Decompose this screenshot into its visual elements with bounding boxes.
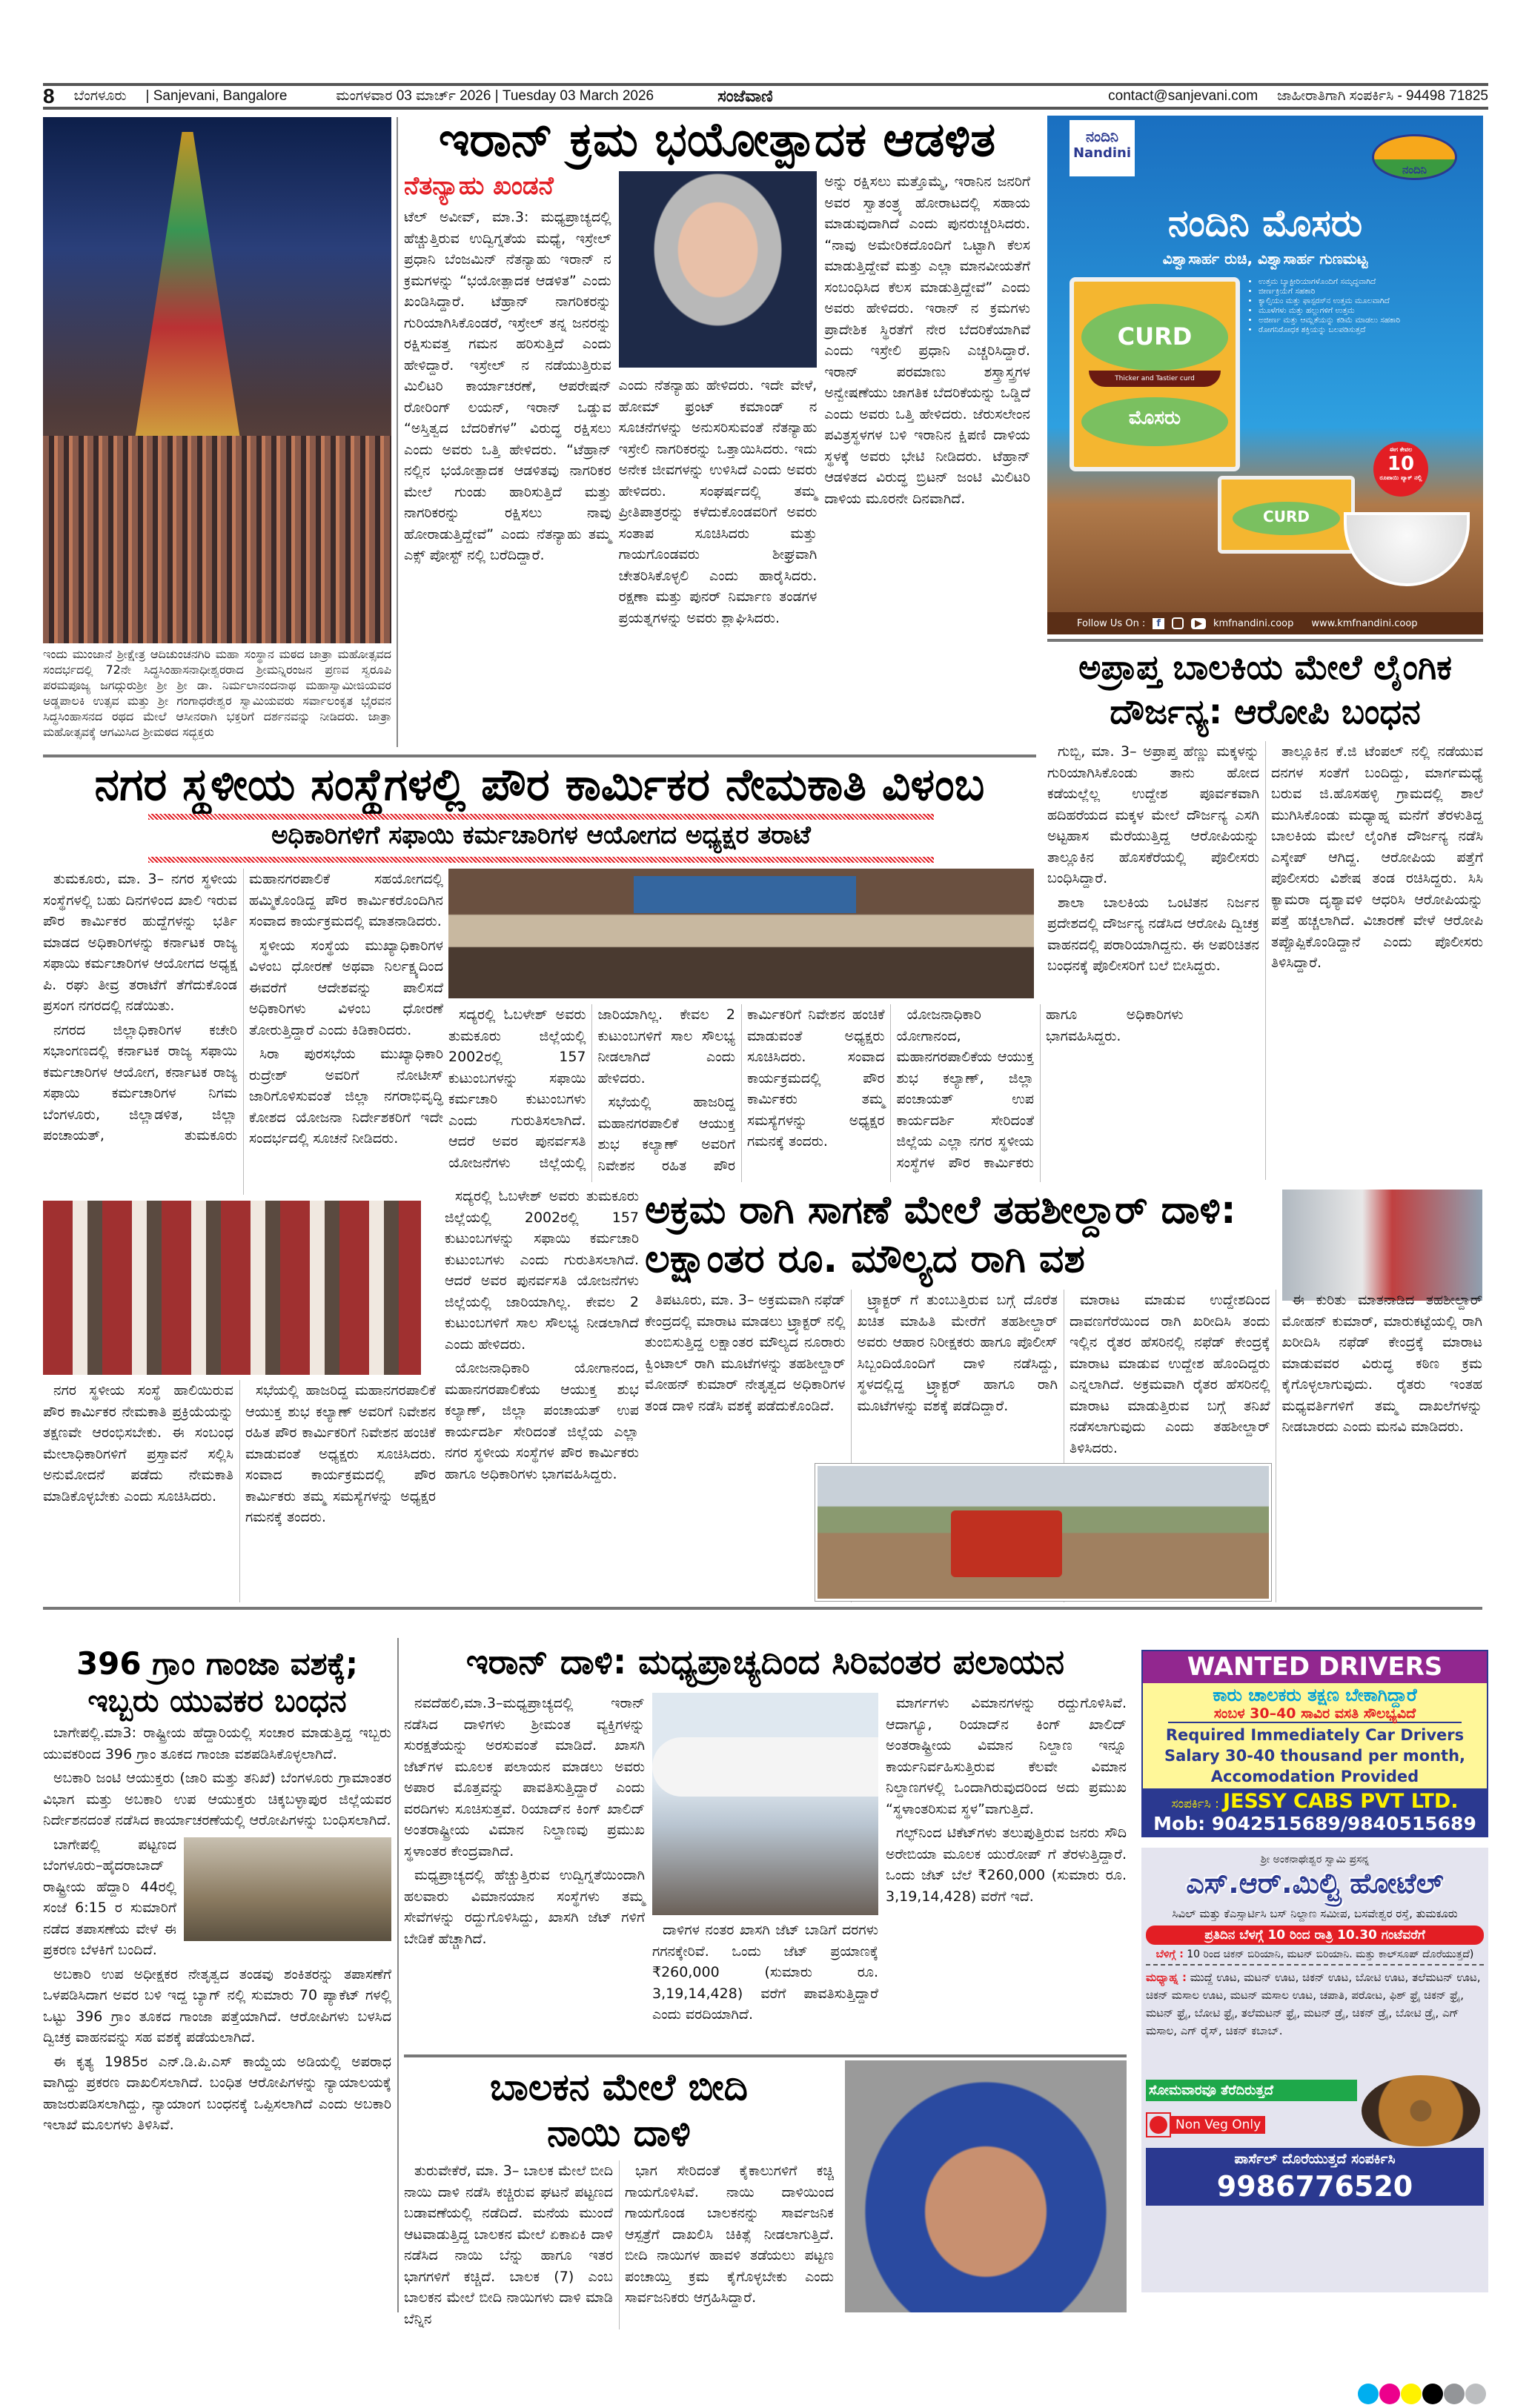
paragraph: ಸದ್ಯರಲ್ಲಿ ಓಬಳೇಶ್ ಅವರು ತುಮಕೂರು ಜಿಲ್ಲೆಯಲ್ಲಿ 2002ರಲ್ಲಿ 157 ಕುಟುಂಬಗಳನ್ನು ಸಫಾಯಿ ಕರ್ಮಚಾರಿ ಕುಟುಂಬಗಳು ಎಂದು ಗುರುತಿಸಲಾಗಿದೆ. ಆದರೆ ಅವರ ಪುನರ್ವಸತಿ ಯೋಜನೆಗಳು ಜಿಲ್ಲೆಯಲ್ಲಿ ಜಾರಿಯಾಗಿಲ್ಲ. ಕೇವಲ 2 ಕುಟುಂಬಗಳಿಗೆ ಸಾಲ ಸೌಲಭ್ಯ ನೀಡಲಾಗಿದೆ ಎಂದು ಹೇಳಿದರು. xyxy=(445,1188,639,1353)
badge-top: ಈಗ ಕೇವಲ xyxy=(1389,446,1413,453)
ganja-story xyxy=(43,1645,391,2314)
dog-attack-article xyxy=(404,2160,834,2327)
email-link[interactable]: contact@sanjevani.com xyxy=(1108,88,1259,104)
wanted-drivers-ad[interactable] xyxy=(1141,1650,1488,1837)
military-hotel-ad[interactable] xyxy=(1141,1848,1488,2292)
iran-article-col3: ಅನ್ನು ರಕ್ಷಿಸಲು ಮತ್ತೊಮ್ಮೆ, ಇರಾನಿನ ಜನರಿಗೆ ಅವರ ಸ್ವಾತಂತ್ರ್ಯ ಹೋರಾಟದಲ್ಲಿ ಸಹಾಯ ಮಾಡುವುದಾಗಿದೆ ಎಂದು ಪುನರುಚ್ಚರಿಸಿದರು. “ನಾವು ಅಮೇರಿಕದೊಂದಿಗೆ ಒಟ್ಟಾಗಿ ಕೆಲಸ ಮಾಡುತ್ತಿದ್ದೇವೆ ಮತ್ತು ಎಲ್ಲಾ ಮಾನವೀಯತೆಗೆ ಸಂಬಂಧಿಸಿದ ಕೆಲಸ ಮಾಡುತ್ತಿದ್ದೇವೆ” ಎಂದು ಅವರು ಹೇಳಿದರು. ಇರಾನ್ ನ ಕ್ರಮಗಳು ಪ್ರಾದೇಶಿಕ ಸ್ಥಿರತೆಗೆ ನೇರ ಬೆದರಿಕೆಯಾಗಿವೆ ಎಂದು ಇಸ್ರೇಲಿ ಪ್ರಧಾನಿ ಎಚ್ಚರಿಸಿದ್ದಾರೆ. ಇರಾನ್ ಪರಮಾಣು ಶಸ್ತ್ರಾಸ್ತ್ರಗಳ ಅನ್ವೇಷಣೆಯು ಜಾಗತಿಕ ಬೆದರಿಕೆಯನ್ನು ಒಡ್ಡಿದೆ ಎಂದು ಅವರು ಒತ್ತಿ ಹೇಳಿದರು. ಜೆರುಸಲೇಂನ ಪವಿತ್ರಸ್ಥಳಗಳ ಬಳಿ ಇರಾನಿನ ಕ್ಷಿಪಣಿ ದಾಳಿಯ ಸ್ಥಳಕ್ಕೆ ಅವರು ಭೇಟಿ ನೀಡಿದರು. ಟೆಹ್ರಾನ್ ಆಡಳಿತದ ವಿರುದ್ಧ ಬ್ರಿಟನ್ ಜಂಟಿ ಮಿಲಿಟರಿ ದಾಳಿಯ ಮೂರನೇ ದಿನವಾಗಿದೆ. xyxy=(824,173,1030,507)
parcel-label: ಪಾರ್ಸೆಲ್ ದೊರೆಯುತ್ತದೆ ಸಂಪರ್ಕಿಸಿ xyxy=(1234,2151,1396,2167)
commission-meeting-photo xyxy=(448,869,1034,998)
paragraph: ತಿಪಟೂರು, ಮಾ. 3– ಅಕ್ರಮವಾಗಿ ನಫೆಡ್ ಕೇಂದ್ರದಲ್ಲಿ ಮಾರಾಟ ಮಾಡಲು ಟ್ರ್ಯಾಕ್ಟರ್ ನಲ್ಲಿ ತುಂಬಿಸುತ್ತಿದ್ದ ಲಕ್ಷಾಂತರ ಮೌಲ್ಯದ ನೂರಾರು ಕ್ವಿಂಟಾಲ್ ರಾಗಿ ಮೂಟೆಗಳನ್ನು ತಹಶೀಲ್ದಾರ್ ಮೋಹನ್ ಕುಮಾರ್ ನೇತೃತ್ವದ ಅಧಿಕಾರಿಗಳ ತಂಡ ದಾಳಿ ನಡೆಸಿ ವಶಕ್ಕೆ ಪಡೆದುಕೊಂಡಿದೆ. xyxy=(645,1292,846,1414)
paragraph: ಭಾಗ ಸೇರಿದಂತೆ ಕೈಕಾಲುಗಳಿಗೆ ಕಚ್ಚಿ ಗಾಯಗೊಳಿಸಿವೆ. ನಾಯಿ ದಾಳಿಯಿಂದ ಗಾಯಗೊಂಡ ಬಾಲಕನನ್ನು ಸಾರ್ವಜನಿಕ ಆಸ್ಪತ್ರೆಗೆ ದಾಖಲಿಸಿ ಚಿಕಿತ್ಸೆ ನೀಡಲಾಗುತ್ತಿದೆ. ಬೀದಿ ನಾಯಿಗಳ ಹಾವಳಿ ತಡೆಯಲು ಪಟ್ಟಣ ಪಂಚಾಯ್ತಿ ಕ್ರಮ ಕೈಗೊಳ್ಳಬೇಕು ಎಂದು ಸಾರ್ವಜನಿಕರು ಆಗ್ರಹಿಸಿದ್ದಾರೆ. xyxy=(625,2163,834,2306)
ad-footer xyxy=(1047,612,1483,634)
pack-curd-label: CURD xyxy=(1081,304,1228,371)
non-veg-badge xyxy=(1146,2112,1265,2137)
iran-article-col1: ಟೆಲ್ ಅವೀವ್, ಮಾ.3: ಮಧ್ಯಪ್ರಾಚ್ಯದಲ್ಲಿ ಹೆಚ್ಚುತ್ತಿರುವ ಉದ್ವಿಗ್ನತೆಯ ಮಧ್ಯೆ, ಇಸ್ರೇಲ್ ಪ್ರಧಾನಿ ಬೆಂಜಮಿನ್ ನೆತನ್ಯಾಹು ಇರಾನ್ ನ ಕ್ರಮಗಳನ್ನು “ಭಯೋತ್ಪಾದಕ ಆಡಳಿತ” ಎಂದು ಖಂಡಿಸಿದ್ದಾರೆ. ಟೆಹ್ರಾನ್ ನಾಗರಿಕರನ್ನು ಗುರಿಯಾಗಿಸಿಕೊಂಡರೆ, ಇಸ್ರೇಲ್ ತನ್ನ ಜನರನ್ನು ರಕ್ಷಿಸುವತ್ತ ಗಮನ ಹರಿಸುತ್ತಿದೆ ಎಂದು ಹೇಳಿದ್ದಾರೆ. ಇಸ್ರೇಲ್ ನ ನಡೆಯುತ್ತಿರುವ ಮಿಲಿಟರಿ ಕಾರ್ಯಾಚರಣೆ, ಆಪರೇಷನ್ ರೋರಿಂಗ್ ಲಯನ್, ಇರಾನ್ ಒಡ್ಡುವ “ಅಸ್ತಿತ್ವದ ಬೆದರಿಕೆಗಳ” ವಿರುದ್ಧ ರಕ್ಷಿಸಲು ಎಂದು ಅವರು ಒತ್ತಿ ಹೇಳಿದರು. “ಟೆಹ್ರಾನ್ ನಲ್ಲಿನ ಭಯೋತ್ಪಾದಕ ಆಡಳಿತವು ನಾಗರಿಕರ ಮೇಲೆ ಗುಂಡು ಹಾರಿಸುತ್ತಿದೆ ಮತ್ತು ನಾಗರಿಕರನ್ನು ರಕ್ಷಿಸಲು ನಾವು ಹೋರಾಡುತ್ತಿದ್ದೇವೆ” ಎಂದು ನೆತನ್ಯಾಹು ತಮ್ಮ ಎಕ್ಸ್ ಪೋಸ್ಟ್ ನಲ್ಲಿ ಬರೆದಿದ್ದಾರೆ. xyxy=(404,209,611,564)
exodus-headline: ಇರಾನ್ ದಾಳಿ: ಮಧ್ಯಪ್ರಾಚ್ಯದಿಂದ ಸಿರಿವಂತರ ಪಲಾಯನ xyxy=(465,1642,1065,1682)
edition: | Sanjevani, Bangalore xyxy=(145,88,288,104)
civic-subhead: ಅಧಿಕಾರಿಗಳಿಗೆ ಸಫಾಯಿ ಕರ್ಮಚಾರಿಗಳ ಆಯೋಗದ ಅಧ್ಯಕ್ಷರ ತರಾಟೆ xyxy=(271,820,811,850)
paragraph: ದಾಳಿಗಳ ನಂತರ ಖಾಸಗಿ ಜೆಟ್ ಬಾಡಿಗೆ ದರಗಳು ಗಗನಕ್ಕೇರಿವೆ. ಒಂದು ಜೆಟ್ ಪ್ರಯಾಣಕ್ಕೆ ₹260,000 (ಸುಮಾರು ರೂ. 3,19,14,428) ವರೆಗೆ ಪಾವತಿಸುತ್ತಿದ್ದಾರೆ ಎಂದು ವರದಿಯಾಗಿದೆ. xyxy=(652,1922,878,2023)
classified-ads-column xyxy=(1141,1650,1488,2292)
injured-boy-photo xyxy=(845,2060,1127,2312)
yellow-dot xyxy=(1401,2384,1422,2404)
civic-article-left xyxy=(43,869,443,1195)
paragraph: ನಗರ ಸ್ಥಳೀಯ ಸಂಸ್ಥೆ ಹಾಲಿಯಿರುವ ಪೌರ ಕಾರ್ಮಿಕರ ನೇಮಕಾತಿ ಪ್ರಕ್ರಿಯೆಯನ್ನು ತಕ್ಷಣವೇ ಆರಂಭಿಸಬೇಕು. ಈ ಸಂಬಂಧ ಮೇಲಾಧಿಕಾರಿಗಳಿಗೆ ಪ್ರಸ್ತಾವನೆ ಸಲ್ಲಿಸಿ ಅನುಮೋದನೆ ಪಡೆದು ನೇಮಕಾತಿ ಮಾಡಿಕೊಳ್ಳಬೇಕು ಎಂದು ಸೂಚಿಸಿದರು. xyxy=(43,1382,233,1505)
paragraph: ಸಿರಾ ಪುರಸಭೆಯ ಮುಖ್ಯಾಧಿಕಾರಿ ರುದ್ರೇಶ್ ಅವರಿಗೆ ನೋಟೀಸ್ ಜಾರಿಗೊಳಿಸುವಂತೆ ಜಿಲ್ಲಾ ನಗರಾಭಿವೃದ್ಧಿ ಕೋಶದ ಯೋಜನಾ ನಿರ್ದೇಶಕರಿಗೆ ಇದೇ ಸಂದರ್ಭದಲ್ಲಿ ಸೂಚನೆ ನೀಡಿದರು. xyxy=(249,1046,443,1147)
paragraph: ಸದ್ಯರಲ್ಲಿ ಓಬಳೇಶ್ ಅವರು ತುಮಕೂರು ಜಿಲ್ಲೆಯಲ್ಲಿ 2002ರಲ್ಲಿ 157 ಕುಟುಂಬಗಳನ್ನು ಸಫಾಯಿ ಕರ್ಮಚಾರಿ ಕುಟುಂಬಗಳು ಎಂದು ಗುರುತಿಸಲಾಗಿದೆ. ಆದರೆ ಅವರ ಪುನರ್ವಸತಿ ಯೋಜನೆಗಳು ಜಿಲ್ಲೆಯಲ್ಲಿ ಜಾರಿಯಾಗಿಲ್ಲ. ಕೇವಲ 2 ಕುಟುಂಬಗಳಿಗೆ ಸಾಲ ಸೌಲಭ್ಯ ನೀಡಲಾಗಿದೆ ಎಂದು ಹೇಳಿದರು. xyxy=(448,1006,735,1171)
benefit-item: • ಕ್ಯಾಲ್ಸಿಯಂ ಮತ್ತು ಫಾಸ್ಪರಸ್‌ನ ಉತ್ತಮ ಮೂಲವಾಗಿದೆ xyxy=(1259,296,1477,306)
temple-chariot-photo xyxy=(43,117,391,643)
benefit-item: • ಮೂಳೆಗಳು ಮತ್ತು ಹಲ್ಲುಗಳಿಗೆ ಉತ್ತಮ xyxy=(1259,306,1477,316)
temple-photo-caption: ಇಂದು ಮುಂಜಾನೆ ಶ್ರೀಕ್ಷೇತ್ರ ಆದಿಚುಂಚನಗಿರಿ ಮಹಾ ಸಂಸ್ಥಾನ ಮಠದ ಜಾತ್ರಾ ಮಹೋತ್ಸವದ ಸಂದರ್ಭದಲ್ಲಿ 72ನೇ ಸಿದ್ಧಸಿಂಹಾಸನಾಧೀಶ್ವರರಾದ ಶ್ರೀಮನ್ನಿರಂಜನ ಪ್ರಣವ ಸ್ವರೂಪಿ ಪರಮಪೂಜ್ಯ ಜಗದ್ಗುರುಶ್ರೀ ಶ್ರೀ ಶ್ರೀ ಡಾ. ನಿರ್ಮಲಾನಂದನಾಥ ಮಹಾಸ್ವಾಮೀಜಿಯವರ ಅಡ್ಡಪಾಲಕಿ ಉತ್ಸವ ಮತ್ತು ಶ್ರೀ ಗಂಗಾಧರೇಶ್ವರ ಸ್ವಾಮಿಯವರು ಸರ್ವಾಲಂಕೃತ ಭೈರವನ ಸಿದ್ಧಸಿಂಹಾಸನದ ರಥದ ಮೇಲೆ ಆಸೀನರಾಗಿ ಭಕ್ತರಿಗೆ ದರ್ಶನವನ್ನು ನೀಡಿದರು. ಜಾತ್ರಾ ಮಹೋತ್ಸವಕ್ಕೆ ಆಗಮಿಸಿದ ಶ್ರೀಮಠದ ಸದ್ಭಕ್ತರು xyxy=(43,647,391,739)
morning-label: ಬೆಳಿಗ್ಗೆ : xyxy=(1155,1948,1184,1960)
badge-bottom: ರೂಪಾಯಿ ಪ್ಯಾಕ್ ನಲ್ಲಿ xyxy=(1379,474,1422,481)
exodus-story xyxy=(404,1644,1127,2048)
civic-headline: ನಗರ ಸ್ಥಳೀಯ ಸಂಸ್ಥೆಗಳಲ್ಲಿ ಪೌರ ಕಾರ್ಮಿಕರ ನೇಮಕಾತಿ ವಿಳಂಬ xyxy=(94,759,985,811)
ad-title: WANTED DRIVERS xyxy=(1143,1651,1487,1683)
ad-tagline: ವಿಶ್ವಾಸಾರ್ಹ ರುಚಿ, ವಿಶ್ವಾಸಾರ್ಹ ಗುಣಮಟ್ಟ xyxy=(1162,250,1368,268)
page-header xyxy=(43,83,1488,110)
tahsildar-photo xyxy=(1282,1190,1482,1301)
paragraph: ಗುಬ್ಬಿ, ಮಾ. 3– ಅಪ್ರಾಪ್ತ ಹೆಣ್ಣು ಮಕ್ಕಳನ್ನು ಗುರಿಯಾಗಿಸಿಕೊಂಡು ತಾನು ಹೋದ ಕಡೆಯಲ್ಲೆಲ್ಲ ಉದ್ದೇಶ ಪೂರ್ವಕವಾಗಿ ಹದಿಹರೆಯದ ಮಕ್ಕಳ ಮೇಲೆ ದೌರ್ಜನ್ಯ ಎಸಗಿ ಅಟ್ಟಹಾಸ ಮೆರೆಯುತ್ತಿದ್ದ ಆರೋಪಿಯನ್ನು ತಾಲ್ಲೂಕಿನ ಹೊಸಕೆರೆಯಲ್ಲಿ ಪೊಲೀಸರು ಬಂಧಿಸಿದ್ದಾರೆ. xyxy=(1047,743,1259,886)
black-dot xyxy=(1422,2384,1443,2404)
ragi-headline: ಅಕ್ರಮ ರಾಗಿ ಸಾಗಣೆ ಮೇಲೆ ತಹಶೀಲ್ದಾರ್ ದಾಳಿ: ಲಕ್ಷಾಂತರ ರೂ. ಮೌಲ್ಯದ ರಾಗಿ ವಶ xyxy=(645,1188,1236,1281)
paragraph: ನವದೆಹಲಿ,ಮಾ.3–ಮಧ್ಯಪ್ರಾಚ್ಯದಲ್ಲಿ ಇರಾನ್ ನಡೆಸಿದ ದಾಳಿಗಳು ಶ್ರೀಮಂತ ವ್ಯಕ್ತಿಗಳನ್ನು ಸುರಕ್ಷತೆಯನ್ನು ಅರಸುವಂತೆ ಮಾಡಿದೆ. ಖಾಸಗಿ ಜೆಟ್‌ಗಳ ಮೂಲಕ ಪಲಾಯನ ಮಾಡಲು ಅವರು ಅಪಾರ ಮೊತ್ತವನ್ನು ಪಾವತಿಸುತ್ತಿದ್ದಾರೆ ಎಂದು ವರದಿಗಳು ಸೂಚಿಸುತ್ತವೆ. ರಿಯಾದ್‌ನ ಕಿಂಗ್ ಖಾಲಿದ್ ಅಂತರಾಷ್ಟ್ರೀಯ ವಿಮಾನ ನಿಲ್ದಾಣವು ಪ್ರಮುಖ ಸ್ಥಳಾಂತರ ಕೇಂದ್ರವಾಗಿದೆ. xyxy=(404,1695,645,1860)
pack-curd-label: CURD xyxy=(1233,502,1340,535)
noon-label: ಮಧ್ಯಾಹ್ನ : xyxy=(1146,1971,1187,1984)
opening-hours: ಪ್ರತಿದಿನ ಬೆಳಗ್ಗೆ 10 ರಿಂದ ರಾತ್ರಿ 10.30 ಗಂಟೆವರೆಗೆ xyxy=(1146,1926,1484,1945)
paragraph: ಈ ಕುರಿತು ಮಾತನಾಡಿದ ತಹಶೀಲ್ದಾರ್ ಮೋಹನ್ ಕುಮಾರ್, ಮಾರುಕಟ್ಟೆಯಲ್ಲಿ ರಾಗಿ ಖರೀದಿಸಿ ನಫೆಡ್ ಕೇಂದ್ರಕ್ಕೆ ಮಾರಾಟ ಮಾಡುವವರ ವಿರುದ್ಧ ಕಠಿಣ ಕ್ರಮ ಕೈಗೊಳ್ಳಲಾಗುವುದು. ರೈತರು ಇಂತಹ ಮಧ್ಯವರ್ತಿಗಳಿಗೆ ತಮ್ಮ ದಾಖಲೆಗಳನ್ನು ನೀಡಬಾರದು ಎಂದು ಮನವಿ ಮಾಡಿದರು. xyxy=(1281,1292,1482,1435)
hotel-name: ಎಸ್.ಆರ್.ಮಿಲ್ಟ್ರಿ ಹೋಟೆಲ್ xyxy=(1186,1867,1444,1900)
badge-price: 10 xyxy=(1387,453,1415,475)
paragraph: ಯೋಜನಾಧಿಕಾರಿ ಯೋಗಾನಂದ, ಮಹಾನಗರಪಾಲಿಕೆಯ ಆಯುಕ್ತ ಶುಭ ಕಲ್ಯಾಣ್, ಜಿಲ್ಲಾ ಪಂಚಾಯತ್ ಉಪ ಕಾರ್ಯದರ್ಶಿ ಸೇರಿದಂತೆ ಜಿಲ್ಲೆಯ ಎಲ್ಲಾ ನಗರ ಸ್ಥಳೀಯ ಸಂಸ್ಥೆಗಳ ಪೌರ ಕಾರ್ಮಿಕರು ಹಾಗೂ ಅಧಿಕಾರಿಗಳು ಭಾಗವಹಿಸಿದ್ದರು. xyxy=(896,1006,1184,1171)
page-number: 8 xyxy=(43,84,55,107)
paragraph: ತುರುವೇಕೆರೆ, ಮಾ. 3– ಬಾಲಕ ಮೇಲೆ ಬೀದಿ ನಾಯಿ ದಾಳಿ ನಡೆಸಿ ಕಚ್ಚಿರುವ ಘಟನೆ ಪಟ್ಟಣದ ಬಡಾವಣೆಯಲ್ಲಿ ನಡೆದಿದೆ. ಮನೆಯ ಮುಂದೆ ಆಟವಾಡುತ್ತಿದ್ದ ಬಾಲಕನ ಮೇಲೆ ಏಕಾಏಕಿ ದಾಳಿ ನಡೆಸಿದ ನಾಯಿ ಬೆನ್ನು ಹಾಗೂ ಇತರ ಭಾಗಗಳಿಗೆ ಕಚ್ಚಿದೆ. ಬಾಲಕ (7) ಎಂಬ ಬಾಲಕನ ಮೇಲೆ ಬೀದಿ ನಾಯಿಗಳು ದಾಳಿ ಮಾಡಿ ಬೆನ್ನಿನ xyxy=(404,2163,613,2327)
pocso-article xyxy=(1047,741,1483,1180)
ad-english-line1: Required Immediately Car Drivers xyxy=(1165,1726,1465,1744)
iran-article-col2: ಎಂದು ನೆತನ್ಯಾಹು ಹೇಳಿದರು. ಇದೇ ವೇಳೆ, ಹೋಮ್ ಫ್ರಂಟ್ ಕಮಾಂಡ್ ನ ಸೂಚನೆಗಳನ್ನು ಅನುಸರಿಸುವಂತೆ ನೆತನ್ಯಾಹು ಇಸ್ರೇಲಿ ನಾಗರಿಕರನ್ನು ಒತ್ತಾಯಿಸಿದರು. ಇದು ಅನೇಕ ಜೀವಗಳನ್ನು ಉಳಿಸಿದೆ ಎಂದು ಅವರು ಹೇಳಿದರು. ಸಂಘರ್ಷದಲ್ಲಿ ತಮ್ಮ ಪ್ರೀತಿಪಾತ್ರರನ್ನು ಕಳೆದುಕೊಂಡವರಿಗೆ ಅವರು ಸಂತಾಪ ಸೂಚಿಸಿದರು ಮತ್ತು ಗಾಯಗೊಂಡವರು ಶೀಘ್ರವಾಗಿ ಚೇತರಿಸಿಕೊಳ್ಳಲಿ ಎಂದು ಹಾರೈಸಿದರು. ರಕ್ಷಣಾ ಮತ್ತು ಪುನರ್ ನಿರ್ಮಾಣ ತಂಡಗಳ ಪ್ರಯತ್ನಗಳನ್ನು ಅವರು ಶ್ಲಾಘಿಸಿದರು. xyxy=(618,377,818,626)
grey-dot xyxy=(1444,2384,1465,2404)
hotel-phone[interactable]: 9986776520 xyxy=(1216,2170,1413,2203)
nandini-logo-kn: ನಂದಿನಿ xyxy=(1085,127,1119,145)
dog-attack-story xyxy=(404,2064,834,2327)
curd-pack-small xyxy=(1218,476,1355,554)
benefit-item: • ಉತ್ತಮ ಬ್ಯಾಕ್ಟೀರಿಯಾಗಳೊಂದಿಗೆ ಸಮೃದ್ಧವಾಗಿದೆ xyxy=(1259,277,1477,287)
pocso-story xyxy=(1047,645,1483,1180)
ad-english-line2: Salary 30-40 thousand per month, xyxy=(1164,1747,1465,1765)
ad-title: ನಂದಿನಿ ಮೊಸರು xyxy=(1167,202,1363,245)
paragraph: ಟ್ರ್ಯಾಕ್ಟರ್ ಗೆ ತುಂಬುತ್ತಿರುವ ಬಗ್ಗೆ ದೊರೆತ ಖಚಿತ ಮಾಹಿತಿ ಮೇರೆಗೆ ತಹಶೀಲ್ದಾರ್ ಅವರು ಆಹಾರ ನಿರೀಕ್ಷಕರು ಹಾಗೂ ಪೊಲೀಸ್ ಸಿಬ್ಬಂದಿಯೊಂದಿಗೆ ದಾಳಿ ನಡೆಸಿದ್ದು, ಸ್ಥಳದಲ್ಲಿದ್ದ ಟ್ರ್ಯಾಕ್ಟರ್ ಹಾಗೂ ರಾಗಿ ಮೂಟೆಗಳನ್ನು ವಶಕ್ಕೆ ಪಡೆದಿದ್ದಾರೆ. xyxy=(857,1292,1058,1414)
city: ಬೆಂಗಳೂರು xyxy=(73,88,127,104)
paragraph: ಶಾಲಾ ಬಾಲಕಿಯ ಒಂಟಿತನ ನಿರ್ಜನ ಪ್ರದೇಶದಲ್ಲಿ ದೌರ್ಜನ್ಯ ನಡೆಸಿದ ಆರೋಪಿ ದ್ವಿಚಕ್ರ ವಾಹನದಲ್ಲಿ ಪರಾರಿಯಾಗಿದ್ದನು. ಈ ಅಪರಿಚಿತನ ಬಂಧನಕ್ಕೆ ಪೊಲೀಸರಿಗೆ ಬಲೆ ಬೀಸಿದ್ದರು. xyxy=(1047,894,1259,974)
color-registration-marks xyxy=(1358,2384,1486,2404)
price-badge xyxy=(1373,442,1428,497)
ad-contact: ಜಾಹೀರಾತಿಗಾಗಿ ಸಂಪರ್ಕಿಸಿ - 94498 71825 xyxy=(1277,88,1488,104)
paragraph: ಸಭೆಯಲ್ಲಿ ಹಾಜರಿದ್ದ ಮಹಾನಗರಪಾಲಿಕೆ ಆಯುಕ್ತ ಶುಭ ಕಲ್ಯಾಣ್ ಅವರಿಗೆ ನಿವೇಶನ ರಹಿತ ಪೌರ ಕಾರ್ಮಿಕರಿಗೆ ನಿವೇಶನ ಹಂಚಿಕೆ ಮಾಡುವಂತೆ ಅಧ್ಯಕ್ಷರು ಸೂಚಿಸಿದರು. ಸಂವಾದ ಕಾರ್ಯಕ್ರಮದಲ್ಲಿ ಪೌರ ಕಾರ್ಮಿಕರು ತಮ್ಮ ಸಮಸ್ಯೆಗಳನ್ನು ಅಧ್ಯಕ್ಷರ ಗಮನಕ್ಕೆ ತಂದರು. xyxy=(245,1382,436,1525)
benefit-item: • ಅಜೀರ್ಣ ಮತ್ತು ಆಮ್ಲತೆಯನ್ನು ಕಡಿಮೆ ಮಾಡಲು ಸಹಕಾರಿ xyxy=(1259,316,1477,325)
paragraph: ಗಲ್ಫ್‌ನಿಂದ ಟಿಕೆಟ್‌ಗಳು ತಲುಪುತ್ತಿರುವ ಜನರು ಸೌದಿ ಅರೇಬಿಯಾ ಮೂಲಕ ಯುರೋಪ್ ಗೆ ತೆರಳುತ್ತಿದ್ದಾರೆ. ಒಂದು ಜೆಟ್ ಬೆಲೆ ₹260,000 (ಸುಮಾರು ರೂ. 3,19,14,428) ವರೆಗೆ ಇದೆ. xyxy=(886,1825,1127,1905)
noon-menu: ಮುದ್ದೆ ಊಟ, ಮಟನ್ ಊಟ, ಚಿಕನ್ ಊಟ, ಬೋಟಿ ಊಟ, ತಲೆಮಟನ್ ಊಟ, ಚಿಕನ್ ಮಸಾಲ ಊಟ, ಮಟನ್ ಮಸಾಲ ಊಟ, ಚಪಾತಿ, ಪರೋಟ, ಫಿಶ್ ಫ್ರೈ ಚಿಕನ್ ಫ್ರೈ, ಮಟನ್ ಫ್ರೈ, ಬೋಟಿ ಫ್ರೈ, ತಲೆಮಟನ್ ಫ್ರೈ, ಮಟನ್ ಡ್ರೈ, ಚಿಕನ್ ಡ್ರೈ, ಬೋಟಿ ಡ್ರೈ, ಎಗ್ ಮಸಾಲ, ಎಗ್ ರೈಸ್, ಚಿಕನ್ ಕಬಾಬ್. xyxy=(1146,1971,1481,2037)
company-name: JESSY CABS PVT LTD. xyxy=(1222,1790,1459,1813)
paragraph: ಅಬಕಾರಿ ಉಪ ಅಧೀಕ್ಷಕರ ನೇತೃತ್ವದ ತಂಡವು ಶಂಕಿತರನ್ನು ತಪಾಸಣೆಗೆ ಒಳಪಡಿಸಿದಾಗ ಅವರ ಬಳಿ ಇದ್ದ ಬ್ಯಾಗ್ ನಲ್ಲಿ ಸುಮಾರು 70 ಪ್ಯಾಕೆಟ್ ಗಳಲ್ಲಿ ಒಟ್ಟು 396 ಗ್ರಾಂ ತೂಕದ ಗಾಂಜಾ ಪತ್ತೆಯಾಗಿದೆ. ಆರೋಪಿಗಳು ಬಳಸಿದ ದ್ವಿಚಕ್ರ ವಾಹನವನ್ನು ಸಹ ವಶಕ್ಕೆ ಪಡೆಯಲಾಗಿದೆ. xyxy=(43,1966,391,2046)
morning-menu: 10 ರಿಂದ ಚಿಕನ್ ಬಿರಿಯಾನಿ, ಮಟನ್ ಬಿರಿಯಾನಿ. ಮತ್ತು ಕಾಲ್‌ಸೂಪ್ ದೊರೆಯುತ್ತದೆ) xyxy=(1187,1948,1474,1960)
instagram-icon[interactable] xyxy=(1172,617,1184,629)
paragraph: ಮಧ್ಯಪ್ರಾಚ್ಯದಲ್ಲಿ ಹೆಚ್ಚುತ್ತಿರುವ ಉದ್ವಿಗ್ನತೆಯಿಂದಾಗಿ ಹಲವಾರು ವಿಮಾನಯಾನ ಸಂಸ್ಥೆಗಳು ತಮ್ಮ ಸೇವೆಗಳನ್ನು ರದ್ದುಗೊಳಿಸಿದ್ದು, ಖಾಸಗಿ ಜೆಟ್ ಗಳಿಗೆ ಬೇಡಿಕೆ ಹೆಚ್ಚಾಗಿದೆ. xyxy=(404,1867,645,1947)
ad-kannada-line1: ಕಾರು ಚಾಲಕರು ತಕ್ಷಣ ಬೇಕಾಗಿದ್ದಾರೆ xyxy=(1213,1685,1417,1705)
civic-article-continued xyxy=(445,1186,639,1602)
exodus-article-left xyxy=(404,1693,645,2048)
netanyahu-subhead: ನೆತನ್ಯಾಹು ಖಂಡನೆ xyxy=(404,171,554,202)
benefit-item: • ಜೀರ್ಣಕ್ರಿಯೆಗೆ ಸಹಕಾರಿ xyxy=(1259,287,1477,296)
netanyahu-photo xyxy=(619,171,818,368)
masthead: ಸಂಜೆವಾಣಿ xyxy=(717,87,773,105)
mobile-numbers[interactable]: Mob: 9042515689/9840515689 xyxy=(1153,1813,1476,1834)
paragraph: ನಗರದ ಜಿಲ್ಲಾಧಿಕಾರಿಗಳ ಕಚೇರಿ ಸಭಾಂಗಣದಲ್ಲಿ ಕರ್ನಾಟಕ ರಾಜ್ಯ ಸಫಾಯಿ ಕರ್ಮಚಾರಿಗಳ ಆಯೋಗ, ಕರ್ನಾಟಕ ರಾಜ್ಯ ಸಫಾಯಿ ಕರ್ಮಚಾರಿಗಳ ನಿಗಮ ಬೆಂಗಳೂರು, ಜಿಲ್ಲಾಡಳಿತ, ಜಿಲ್ಲಾ ಪಂಚಾಯತ್, ತುಮಕೂರು ಮಹಾನಗರಪಾಲಿಕೆ ಸಹಯೋಗದಲ್ಲಿ ಹಮ್ಮಿಕೊಂಡಿದ್ದ ಪೌರ ಕಾರ್ಮಿಕರೊಂದಿಗಿನ ಸಂವಾದ ಕಾರ್ಯಕ್ರಮದಲ್ಲಿ ಮಾತನಾಡಿದರು. xyxy=(43,871,443,1144)
paragraph: ಮಾರ್ಗಗಳು ವಿಮಾನಗಳನ್ನು ರದ್ದುಗೊಳಿಸಿವೆ. ಆದಾಗ್ಯೂ, ರಿಯಾದ್‌ನ ಕಿಂಗ್ ಖಾಲಿದ್ ಅಂತರಾಷ್ಟ್ರೀಯ ವಿಮಾನ ನಿಲ್ದಾಣ ಇನ್ನೂ ಕಾರ್ಯನಿರ್ವಹಿಸುತ್ತಿರುವ ಕೆಲವೇ ವಿಮಾನ ನಿಲ್ದಾಣಗಳಲ್ಲಿ ಒಂದಾಗಿರುವುದರಿಂದ ಅದು ಪ್ರಮುಖ “ಸ್ಥಳಾಂತರಿಸುವ ಸ್ಥಳ”ವಾಗುತ್ತಿದೆ. xyxy=(886,1695,1127,1817)
exodus-article-middle xyxy=(652,1920,878,2048)
civic-article-bottom xyxy=(43,1380,436,1602)
paragraph: ತಾಲ್ಲೂಕಿನ ಕೆ.ಜಿ ಟೆಂಪಲ್ ನಲ್ಲಿ ನಡೆಯುವ ದನಗಳ ಸಂತೆಗೆ ಬಂದಿದ್ದು, ಮಾರ್ಗಮಧ್ಯೆ ಬರುವ ಜಿ.ಹೊಸಹಳ್ಳಿ ಗ್ರಾಮದಲ್ಲಿ ಶಾಲೆ ಮುಗಿಸಿಕೊಂಡು ಮಧ್ಯಾಹ್ನ ಮನೆಗೆ ತೆರಳುತಿದ್ದ ಬಾಲಕಿಯ ಮೇಲೆ ಲೈಂಗಿಕ ದೌರ್ಜನ್ಯ ನಡೆಸಿ ಎಸ್ಕೇಪ್ ಆಗಿದ್ದ. ಆರೋಪಿಯ ಪತ್ತೆಗೆ ಪೊಲೀಸರು ವಿಶೇಷ ತಂಡ ರಚಿಸಿದ್ದರು. ಸಿಸಿ ಕ್ಯಾಮರಾ ದೃಶ್ಯಾವಳಿ ಆಧರಿಸಿ ಆರೋಪಿಯನ್ನು ಪತ್ತೆ ಹಚ್ಚಲಾಗಿದೆ. ವಿಚಾರಣೆ ವೇಳೆ ಆರೋಪಿ ತಪ್ಪೊಪ್ಪಿಕೊಂಡಿದ್ದಾನೆ ಎಂದು ಪೊಲೀಸರು ತಿಳಿಸಿದ್ದಾರೆ. xyxy=(1271,743,1483,971)
paragraph: ಯೋಜನಾಧಿಕಾರಿ ಯೋಗಾನಂದ, ಮಹಾನಗರಪಾಲಿಕೆಯ ಆಯುಕ್ತ ಶುಭ ಕಲ್ಯಾಣ್, ಜಿಲ್ಲಾ ಪಂಚಾಯತ್ ಉಪ ಕಾರ್ಯದರ್ಶಿ ಸೇರಿದಂತೆ ಜಿಲ್ಲೆಯ ಎಲ್ಲಾ ನಗರ ಸ್ಥಳೀಯ ಸಂಸ್ಥೆಗಳ ಪೌರ ಕಾರ್ಮಿಕರು ಹಾಗೂ ಅಧಿಕಾರಿಗಳು ಭಾಗವಹಿಸಿದ್ದರು. xyxy=(445,1360,639,1482)
dog-attack-headline: ಬಾಲಕನ ಮೇಲೆ ಬೀದಿ ನಾಯಿ ದಾಳಿ xyxy=(490,2066,748,2155)
youtube-icon[interactable]: ▶ xyxy=(1191,618,1206,629)
pack-kn-label: ಮೊಸರು xyxy=(1081,397,1228,446)
ganja-headline: 396 ಗ್ರಾಂ ಗಾಂಜಾ ವಶಕ್ಕೆ; ಇಬ್ಬರು ಯುವಕರ ಬಂಧನ xyxy=(76,1645,359,1719)
social-handle[interactable]: kmfnandini.coop xyxy=(1213,617,1294,629)
pack-tagline: Thicker and Tastier curd xyxy=(1089,371,1221,387)
paragraph: ಮಾರಾಟ ಮಾಡುವ ಉದ್ದೇಶದಿಂದ ದಾವಣಗೆರೆಯಿಂದ ರಾಗಿ ಖರೀದಿಸಿ ತಂದು ಇಲ್ಲಿನ ರೈತರ ಹೆಸರಿನಲ್ಲಿ ನಫೆಡ್ ಕೇಂದ್ರಕ್ಕೆ ಮಾರಾಟ ಮಾಡುವ ಉದ್ದೇಶ ಹೊಂದಿದ್ದರು ಎನ್ನಲಾಗಿದೆ. ಅಕ್ರಮವಾಗಿ ರೈತರ ಹೆಸರಿನಲ್ಲಿ ಮಾರಾಟ ಮಾಡುತ್ತಿರುವ ಬಗ್ಗೆ ತನಿಖೆ ನಡೆಸಲಾಗುವುದು ಎಂದು ತಹಶೀಲ್ದಾರ್ ತಿಳಿಸಿದರು. xyxy=(1070,1292,1270,1456)
sanitation-workers-audience-photo xyxy=(43,1201,421,1375)
date: ಮಂಗಳವಾರ 03 ಮಾರ್ಚ್ 2026 | Tuesday 03 March 2026 xyxy=(336,88,654,104)
civic-article-right xyxy=(448,1004,1184,1182)
iran-article xyxy=(404,113,1030,750)
nandini-logo-box xyxy=(1070,120,1135,176)
nandini-logo-en: Nandini xyxy=(1072,145,1132,161)
paragraph: ಸ್ಥಳೀಯ ಸಂಸ್ಥೆಯ ಮುಖ್ಯಾಧಿಕಾರಿಗಳ ವಿಳಂಬ ಧೋರಣೆ ಅಥವಾ ನಿರ್ಲಕ್ಷ್ಯದಿಂದ ಈವರೆಗೆ ಆದೇಶವನ್ನು ಪಾಲಿಸದೆ ಅಧಿಕಾರಿಗಳು ವಿಳಂಬ ಧೋರಣೆ ತೋರುತ್ತಿದ್ದಾರೆ ಎಂದು ಕಿಡಿಕಾರಿದರು. xyxy=(249,937,443,1038)
curd-pack-large xyxy=(1070,277,1240,471)
curd-rice-bowl xyxy=(1344,512,1470,586)
nandini-curd-ad[interactable] xyxy=(1047,116,1483,634)
paragraph: ಬಾಗೇಪಲ್ಲಿ ಪಟ್ಟಣದ ಬೆಂಗಳೂರು–ಹೈದರಾಬಾದ್ ರಾಷ್ಟ್ರೀಯ ಹೆದ್ದಾರಿ 44ರಲ್ಲಿ ಸಂಜೆ 6:15 ರ ಸುಮಾರಿಗೆ ನಡೆದ ತಪಾಸಣೆಯ ವೇಳೆ ಈ ಪ್ರಕರಣ ಬೆಳಕಿಗೆ ಬಂದಿದೆ. xyxy=(43,1836,176,1958)
exodus-article-right xyxy=(886,1693,1127,2048)
lightgrey-dot xyxy=(1465,2384,1486,2404)
ad-kannada-line2: ಸಂಬಳ 30–40 ಸಾವಿರ ವಸತಿ ಸೌಲಭ್ಯವಿದೆ xyxy=(1168,1705,1462,1723)
paragraph: ಈ ಕೃತ್ಯ 1985ರ ಎನ್.ಡಿ.ಪಿ.ಎಸ್ ಕಾಯ್ದೆಯ ಅಡಿಯಲ್ಲಿ ಅಪರಾಧ ವಾಗಿದ್ದು ಪ್ರಕರಣ ದಾಖಲಿಸಲಾಗಿದೆ. ಬಂಧಿತ ಆರೋಪಿಗಳನ್ನು ನ್ಯಾಯಾಲಯಕ್ಕೆ ಹಾಜರುಪಡಿಸಲಾಗಿದ್ದು, ನ್ಯಾಯಾಂಗ ಬಂಧನಕ್ಕೆ ಒಪ್ಪಿಸಲಾಗಿದೆ ಎಂದು ಅಬಕಾರಿ ಇಲಾಖೆ ಮೂಲಗಳು ತಿಳಿಸಿವೆ. xyxy=(43,2053,391,2133)
paragraph: ಬಾಗೇಪಲ್ಲಿ.ಮಾ3: ರಾಷ್ಟ್ರೀಯ ಹೆದ್ದಾರಿಯಲ್ಲಿ ಸಂಚಾರ ಮಾಡುತ್ತಿದ್ದ ಇಬ್ಬರು ಯುವಕರಿಂದ 396 ಗ್ರಾಂ ತೂಕದ ಗಾಂಜಾ ವಶಪಡಿಸಿಕೊಳ್ಳಲಾಗಿದೆ. xyxy=(43,1725,391,1762)
chicken-platter-image xyxy=(1362,2075,1480,2146)
cyan-dot xyxy=(1358,2384,1379,2404)
facebook-icon[interactable]: f xyxy=(1153,618,1164,629)
passengers-boarding-jet-photo xyxy=(652,1693,878,1915)
pocso-headline: ಅಪ್ರಾಪ್ತ ಬಾಲಕಿಯ ಮೇಲೆ ಲೈಂಗಿಕ ದೌರ್ಜನ್ಯ: ಆರೋಪಿ ಬಂಧನ xyxy=(1078,647,1452,732)
open-monday-banner: ಸೋಮವಾರವೂ ತೆರೆದಿರುತ್ತದೆ xyxy=(1146,2080,1357,2101)
paragraph: ಅಬಕಾರಿ ಜಂಟಿ ಆಯುಕ್ತರು (ಜಾರಿ ಮತ್ತು ತನಿಖೆ) ಬೆಂಗಳೂರು ಗ್ರಾಮಾಂತರ ವಿಭಾಗ ಮತ್ತು ಅಬಕಾರಿ ಉಪ ಆಯುಕ್ತರು ಚಿಕ್ಕಬಳ್ಳಾಪುರ ಜಿಲ್ಲೆಯವರ ನಿರ್ದೇಶನದಂತೆ ನಡೆಸಿದ ಕಾರ್ಯಾಚರಣೆಯಲ್ಲಿ ಆರೋಪಿಗಳನ್ನು ಬಂಧಿಸಲಾಗಿದೆ. xyxy=(43,1770,391,1828)
magenta-dot xyxy=(1379,2384,1400,2404)
paragraph: ತುಮಕೂರು, ಮಾ. 3– ನಗರ ಸ್ಥಳೀಯ ಸಂಸ್ಥೆಗಳಲ್ಲಿ ಬಹು ದಿನಗಳಿಂದ ಖಾಲಿ ಇರುವ ಪೌರ ಕಾರ್ಮಿಕರ ಹುದ್ದೆಗಳನ್ನು ಭರ್ತಿ ಮಾಡದ ಅಧಿಕಾರಿಗಳನ್ನು ಕರ್ನಾಟಕ ರಾಜ್ಯ ಸಫಾಯಿ ಕರ್ಮಚಾರಿಗಳ ಆಯೋಗದ ಅಧ್ಯಕ್ಷ ಪಿ. ರಘು ತೀವ್ರ ತರಾಟೆಗೆ ತೆಗೆದುಕೊಂಡ ಪ್ರಸಂಗ ನಗರದಲ್ಲಿ ನಡೆಯಿತು. xyxy=(43,871,237,1014)
blessing-line: ಶ್ರೀ ಅಂಕನಾಥೇಶ್ವರ ಸ್ವಾಮಿ ಪ್ರಸನ್ನ xyxy=(1260,1854,1370,1865)
paragraph: ಸಭೆಯಲ್ಲಿ ಹಾಜರಿದ್ದ ಮಹಾನಗರಪಾಲಿಕೆ ಆಯುಕ್ತ ಶುಭ ಕಲ್ಯಾಣ್ ಅವರಿಗೆ ನಿವೇಶನ ರಹಿತ ಪೌರ ಕಾರ್ಮಿಕರಿಗೆ ನಿವೇಶನ ಹಂಚಿಕೆ ಮಾಡುವಂತೆ ಅಧ್ಯಕ್ಷರು ಸೂಚಿಸಿದರು. ಸಂವಾದ ಕಾರ್ಯಕ್ರಮದಲ್ಲಿ ಪೌರ ಕಾರ್ಮಿಕರು ತಮ್ಮ ಸಮಸ್ಯೆಗಳನ್ನು ಅಧ್ಯಕ್ಷರ ಗಮನಕ್ಕೆ ತಂದರು. xyxy=(597,1006,885,1174)
hotel-address: ಸಿವಿಲ್ ಮತ್ತು ಕೆಎಸ್ಸಾರ್ಟಿಸಿ ಬಸ್ ನಿಲ್ದಾಣ ಸಮೀಪ, ಬಸವೇಶ್ವರ ರಸ್ತೆ, ತುಮಕೂರು xyxy=(1172,1907,1458,1920)
follow-label: Follow Us On : xyxy=(1077,617,1146,629)
nandini-cow-emblem: ನಂದಿನಿ xyxy=(1372,134,1457,180)
excise-officials-photo xyxy=(184,1837,391,1941)
seized-ragi-tractor-photo xyxy=(815,1464,1271,1601)
non-veg-dot-icon xyxy=(1146,2112,1171,2137)
ganja-article xyxy=(43,1722,391,2314)
website-link[interactable]: www.kmfnandini.coop xyxy=(1311,617,1418,629)
benefits-list xyxy=(1259,277,1477,335)
iran-headline: ಇರಾನ್ ಕ್ರಮ ಭಯೋತ್ಪಾದಕ ಆಡಳಿತ xyxy=(438,113,996,168)
contact-label: ಸಂಪರ್ಕಿಸಿ : xyxy=(1171,1797,1219,1811)
non-veg-label: Non Veg Only xyxy=(1171,2116,1265,2134)
ad-english-line3: Accomodation Provided xyxy=(1210,1768,1419,1785)
benefit-item: • ರೋಗನಿರೋಧಕ ಶಕ್ತಿಯನ್ನು ಬಲಪಡಿಸುತ್ತದೆ xyxy=(1259,325,1477,335)
